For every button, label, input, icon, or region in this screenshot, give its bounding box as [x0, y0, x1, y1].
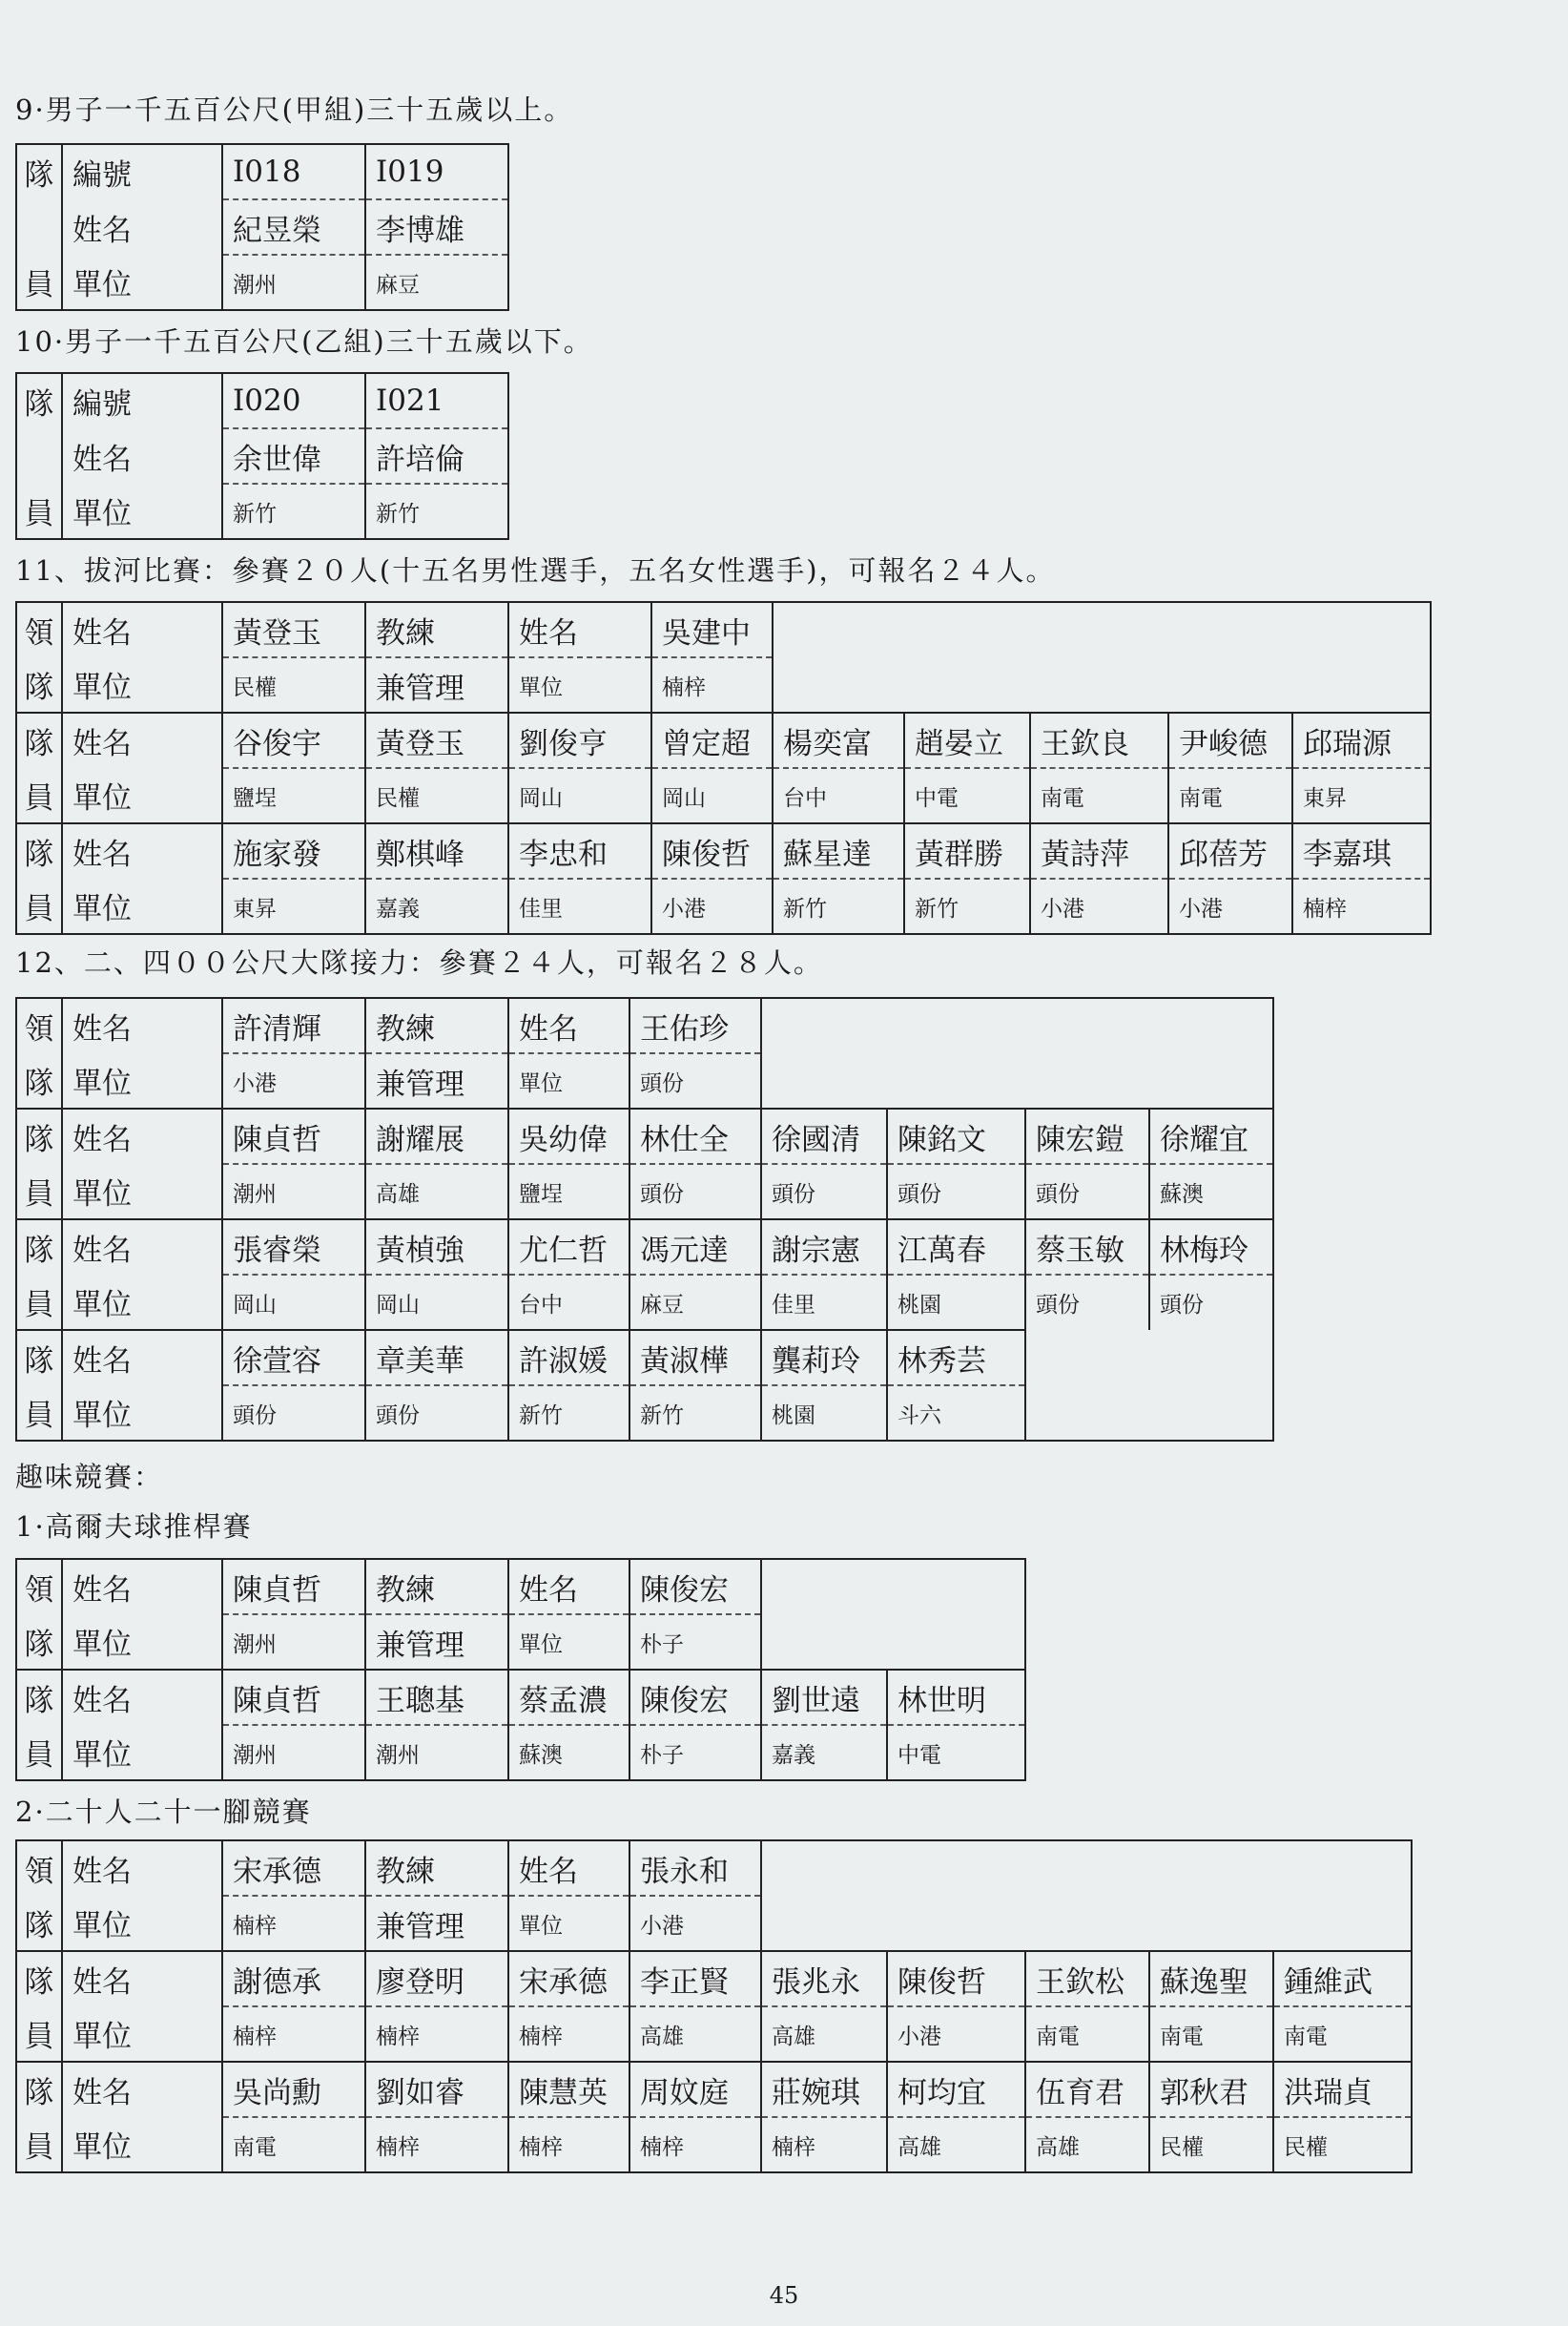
table-cell: 新竹: [904, 879, 1030, 934]
field-label-cell: 姓名: [62, 998, 222, 1053]
table-cell: 桃園: [887, 1275, 1025, 1330]
group-label-cell: 隊: [16, 1670, 62, 1725]
table-cell: 高雄: [629, 2006, 761, 2062]
table-row: [16, 602, 1431, 657]
table-cell: 楠梓: [508, 2117, 629, 2172]
table-cell: 岡山: [651, 768, 773, 823]
table-row: [16, 1951, 1412, 2006]
table-row: [16, 2006, 1412, 2062]
table-cell: 姓名: [508, 998, 629, 1053]
table-cell: 李忠和: [508, 823, 651, 879]
table-cell: 吳建中: [651, 602, 773, 657]
field-label-cell: 姓名: [62, 713, 222, 768]
table-row: [16, 1219, 1273, 1275]
table-cell: 廖登明: [365, 1951, 508, 2006]
table-cell: 徐國清: [761, 1109, 887, 1164]
table-cell: 兼管理: [365, 1053, 508, 1109]
group-label-cell: 員: [16, 2006, 62, 2062]
table-cell: 許淑媛: [508, 1330, 629, 1385]
section-title: 12、二、四００公尺大隊接力：參賽２４人，可報名２８人。: [15, 946, 823, 979]
table-cell: 潮州: [222, 1164, 365, 1219]
results-table: [15, 1558, 1026, 1781]
table-cell: 南電: [1149, 2006, 1273, 2062]
table-cell: 南電: [222, 2117, 365, 2172]
field-label-cell: 單位: [62, 1275, 222, 1330]
group-label-cell: 隊: [16, 823, 62, 879]
table-cell: 尹峻德: [1168, 713, 1292, 768]
table-cell: 麻豆: [629, 1275, 761, 1330]
table-cell: 頭份: [887, 1164, 1025, 1219]
table-cell: 章美華: [365, 1330, 508, 1385]
table-cell: 王欽松: [1025, 1951, 1149, 2006]
table-row: [16, 1109, 1273, 1164]
table-cell: 徐耀宜: [1149, 1109, 1273, 1164]
table-cell: 黃登玉: [365, 713, 508, 768]
field-label-cell: 姓名: [62, 199, 222, 255]
table-row: [16, 1275, 1273, 1330]
table-cell: 許清輝: [222, 998, 365, 1053]
table-cell: 頭份: [761, 1164, 887, 1219]
table-row: [16, 1559, 1025, 1614]
table-cell: 黃楨強: [365, 1219, 508, 1275]
field-label-cell: 單位: [62, 879, 222, 934]
table-cell: 兼管理: [365, 1614, 508, 1670]
table-row: [16, 1330, 1273, 1385]
table-row: [16, 1053, 1273, 1109]
table-cell: 姓名: [508, 1559, 629, 1614]
section-title: 11、拔河比賽：參賽２０人(十五名男性選手，五名女性選手)，可報名２４人。: [15, 554, 1056, 587]
table-cell: 徐萱容: [222, 1330, 365, 1385]
table-cell: 南電: [1168, 768, 1292, 823]
table-cell: 楠梓: [1292, 879, 1431, 934]
table-cell: 南電: [1030, 768, 1168, 823]
field-label-cell: 編號: [62, 144, 222, 199]
group-label-cell: 隊: [16, 1219, 62, 1275]
field-label-cell: 單位: [62, 768, 222, 823]
table-row: [16, 1164, 1273, 1219]
table-cell: 周妏庭: [629, 2062, 761, 2117]
table-cell: 林仕全: [629, 1109, 761, 1164]
field-label-cell: 姓名: [62, 1951, 222, 2006]
table-row: [16, 428, 508, 484]
table-cell: 尤仁哲: [508, 1219, 629, 1275]
table-cell: 邱蓓芳: [1168, 823, 1292, 879]
table-cell: 佳里: [508, 879, 651, 934]
table-cell: 楊奕富: [773, 713, 904, 768]
table-cell: 龔莉玲: [761, 1330, 887, 1385]
table-cell: 黃群勝: [904, 823, 1030, 879]
table-cell: 兼管理: [365, 657, 508, 713]
table-cell: 南電: [1025, 2006, 1149, 2062]
table-cell: 鹽埕: [508, 1164, 629, 1219]
table-cell: 教練: [365, 602, 508, 657]
table-row: [16, 1840, 1412, 1896]
table-cell: 頭份: [365, 1385, 508, 1441]
field-label-cell: 姓名: [62, 1670, 222, 1725]
group-label-cell: 隊: [16, 657, 62, 713]
table-cell: 曾定超: [651, 713, 773, 768]
table-cell: 民權: [1149, 2117, 1273, 2172]
field-label-cell: 單位: [62, 2006, 222, 2062]
table-cell: 林秀芸: [887, 1330, 1025, 1385]
table-cell: 黃淑樺: [629, 1330, 761, 1385]
field-label-cell: 單位: [62, 1725, 222, 1780]
table-cell: 頭份: [629, 1164, 761, 1219]
section-title: 9·男子一千五百公尺(甲組)三十五歲以上。: [15, 93, 574, 126]
table-cell: 頭份: [222, 1385, 365, 1441]
table-cell: 谷俊宇: [222, 713, 365, 768]
section-title: 10·男子一千五百公尺(乙組)三十五歲以下。: [15, 325, 593, 358]
field-label-cell: 單位: [62, 1164, 222, 1219]
field-label-cell: 姓名: [62, 428, 222, 484]
table-cell: 李嘉琪: [1292, 823, 1431, 879]
group-label-cell: 員: [16, 1275, 62, 1330]
table-cell: 楠梓: [629, 2117, 761, 2172]
field-label-cell: 單位: [62, 1053, 222, 1109]
table-row: [16, 1725, 1025, 1780]
table-cell: 趙晏立: [904, 713, 1030, 768]
table-cell: 江萬春: [887, 1219, 1025, 1275]
table-row: [16, 255, 508, 310]
table-cell: 東昇: [1292, 768, 1431, 823]
group-label-cell: 員: [16, 2117, 62, 2172]
table-cell: 柯均宜: [887, 2062, 1025, 2117]
table-cell: 潮州: [222, 1725, 365, 1780]
table-cell: 教練: [365, 1840, 508, 1896]
table-cell: 楠梓: [651, 657, 773, 713]
table-cell: 陳俊宏: [629, 1559, 761, 1614]
table-cell: I018: [222, 144, 365, 199]
group-label-cell: 隊: [16, 1951, 62, 2006]
field-label-cell: 姓名: [62, 1109, 222, 1164]
table-cell: 蘇星達: [773, 823, 904, 879]
table-cell: 岡山: [222, 1275, 365, 1330]
table-cell: I021: [365, 373, 508, 428]
table-cell: 教練: [365, 998, 508, 1053]
results-table: [15, 601, 1432, 935]
table-cell: 劉世遠: [761, 1670, 887, 1725]
field-label-cell: 單位: [62, 2117, 222, 2172]
field-label-cell: 姓名: [62, 1330, 222, 1385]
table-cell: 張兆永: [761, 1951, 887, 2006]
group-label-cell: 員: [16, 1725, 62, 1780]
group-label-cell: 員: [16, 879, 62, 934]
group-label-cell: 隊: [16, 373, 62, 428]
table-cell: 小港: [1030, 879, 1168, 934]
field-label-cell: 姓名: [62, 2062, 222, 2117]
results-table: [15, 143, 509, 311]
field-label-cell: 姓名: [62, 1559, 222, 1614]
table-cell: 嘉義: [365, 879, 508, 934]
section-title: 2·二十人二十一腳競賽: [15, 1796, 312, 1828]
table-cell: 蘇逸聖: [1149, 1951, 1273, 2006]
table-cell: 單位: [508, 1896, 629, 1951]
table-cell: 新竹: [773, 879, 904, 934]
table-row: [16, 879, 1431, 934]
table-cell: 高雄: [761, 2006, 887, 2062]
table-cell: 陳宏鎧: [1025, 1109, 1149, 1164]
table-cell: I020: [222, 373, 365, 428]
group-label-cell: 員: [16, 1164, 62, 1219]
table-cell: 東昇: [222, 879, 365, 934]
table-cell: 單位: [508, 657, 651, 713]
table-row: [16, 1670, 1025, 1725]
table-cell: 李博雄: [365, 199, 508, 255]
table-cell: 王欽良: [1030, 713, 1168, 768]
table-row: [16, 484, 508, 539]
table-cell: 張永和: [629, 1840, 761, 1896]
table-cell: 小港: [651, 879, 773, 934]
table-cell: 新竹: [629, 1385, 761, 1441]
group-label-cell: 隊: [16, 2062, 62, 2117]
results-table: [15, 1839, 1413, 2173]
table-cell: 蔡玉敏: [1025, 1219, 1149, 1275]
table-cell: 姓名: [508, 1840, 629, 1896]
table-cell: 中電: [887, 1725, 1025, 1780]
table-cell: 台中: [508, 1275, 629, 1330]
table-row: [16, 823, 1431, 879]
table-cell: 單位: [508, 1614, 629, 1670]
table-cell: 楠梓: [508, 2006, 629, 2062]
table-cell: 姓名: [508, 602, 651, 657]
group-label-cell: [16, 199, 62, 255]
table-cell: 嘉義: [761, 1725, 887, 1780]
field-label-cell: 姓名: [62, 1219, 222, 1275]
table-cell: 陳慧英: [508, 2062, 629, 2117]
table-cell: 林世明: [887, 1670, 1025, 1725]
table-cell: 高雄: [365, 1164, 508, 1219]
table-cell: 楠梓: [365, 2117, 508, 2172]
group-label-cell: 隊: [16, 1109, 62, 1164]
table-row: [16, 1385, 1273, 1441]
table-cell: 楠梓: [222, 2006, 365, 2062]
table-cell: 宋承德: [508, 1951, 629, 2006]
table-cell: 小港: [629, 1896, 761, 1951]
table-cell: 岡山: [365, 1275, 508, 1330]
table-cell: 王聰基: [365, 1670, 508, 1725]
table-cell: 南電: [1273, 2006, 1412, 2062]
table-cell: 宋承德: [222, 1840, 365, 1896]
table-cell: 許培倫: [365, 428, 508, 484]
results-table: [15, 372, 509, 540]
table-cell: 黃詩萍: [1030, 823, 1168, 879]
table-cell: 楠梓: [365, 2006, 508, 2062]
table-cell: 岡山: [508, 768, 651, 823]
group-label-cell: 員: [16, 1385, 62, 1441]
table-cell: 台中: [773, 768, 904, 823]
table-row: [16, 2117, 1412, 2172]
table-cell: 蔡孟濃: [508, 1670, 629, 1725]
table-row: [16, 1614, 1025, 1670]
table-cell: I019: [365, 144, 508, 199]
table-cell: 頭份: [1149, 1275, 1273, 1330]
table-row: [16, 199, 508, 255]
table-cell: 紀昱榮: [222, 199, 365, 255]
table-cell: 教練: [365, 1559, 508, 1614]
table-cell: 余世偉: [222, 428, 365, 484]
table-row: [16, 1896, 1412, 1951]
page-number: 45: [769, 2282, 799, 2309]
table-cell: 小港: [887, 2006, 1025, 2062]
group-label-cell: 領: [16, 1840, 62, 1896]
table-cell: 斗六: [887, 1385, 1025, 1441]
group-label-cell: 隊: [16, 1896, 62, 1951]
table-cell: 劉俊亨: [508, 713, 651, 768]
group-label-cell: [16, 428, 62, 484]
table-cell: 小港: [222, 1053, 365, 1109]
field-label-cell: 單位: [62, 255, 222, 310]
group-label-cell: 隊: [16, 713, 62, 768]
table-cell: 頭份: [629, 1053, 761, 1109]
table-cell: 陳俊宏: [629, 1670, 761, 1725]
table-cell: 吳幼偉: [508, 1109, 629, 1164]
table-cell: 新竹: [508, 1385, 629, 1441]
table-cell: 陳貞哲: [222, 1670, 365, 1725]
table-cell: 鍾維武: [1273, 1951, 1412, 2006]
table-cell: 馮元達: [629, 1219, 761, 1275]
field-label-cell: 姓名: [62, 1840, 222, 1896]
field-label-cell: 單位: [62, 1896, 222, 1951]
table-cell: 高雄: [1025, 2117, 1149, 2172]
group-label-cell: 領: [16, 602, 62, 657]
table-row: [16, 373, 508, 428]
table-cell: 佳里: [761, 1275, 887, 1330]
table-cell: 洪瑞貞: [1273, 2062, 1412, 2117]
table-cell: 郭秋君: [1149, 2062, 1273, 2117]
group-label-cell: 領: [16, 1559, 62, 1614]
group-label-cell: 員: [16, 768, 62, 823]
table-cell: 新竹: [222, 484, 365, 539]
table-cell: 李正賢: [629, 1951, 761, 2006]
table-cell: 中電: [904, 768, 1030, 823]
table-cell: 陳銘文: [887, 1109, 1025, 1164]
table-cell: 陳俊哲: [887, 1951, 1025, 2006]
table-cell: 邱瑞源: [1292, 713, 1431, 768]
table-cell: 張睿榮: [222, 1219, 365, 1275]
table-cell: 謝耀展: [365, 1109, 508, 1164]
table-cell: 莊婉琪: [761, 2062, 887, 2117]
field-label-cell: 編號: [62, 373, 222, 428]
table-cell: 單位: [508, 1053, 629, 1109]
table-cell: 黃登玉: [222, 602, 365, 657]
group-label-cell: 領: [16, 998, 62, 1053]
group-label-cell: 隊: [16, 1053, 62, 1109]
table-cell: 楠梓: [222, 1896, 365, 1951]
group-label-cell: 員: [16, 484, 62, 539]
table-cell: 伍育君: [1025, 2062, 1149, 2117]
table-cell: 高雄: [887, 2117, 1025, 2172]
table-cell: 吳尚勳: [222, 2062, 365, 2117]
table-row: [16, 144, 508, 199]
table-cell: 鹽埕: [222, 768, 365, 823]
section-title: 趣味競賽：: [15, 1461, 164, 1493]
table-cell: 陳貞哲: [222, 1109, 365, 1164]
table-cell: 頭份: [1025, 1164, 1149, 1219]
table-cell: 民權: [222, 657, 365, 713]
group-label-cell: 隊: [16, 144, 62, 199]
table-cell: 潮州: [222, 255, 365, 310]
table-row: [16, 998, 1273, 1053]
field-label-cell: 單位: [62, 1385, 222, 1441]
table-cell: 楠梓: [761, 2117, 887, 2172]
field-label-cell: 姓名: [62, 823, 222, 879]
field-label-cell: 單位: [62, 1614, 222, 1670]
table-cell: 朴子: [629, 1725, 761, 1780]
table-cell: 桃園: [761, 1385, 887, 1441]
table-cell: 新竹: [365, 484, 508, 539]
table-cell: 頭份: [1025, 1275, 1149, 1330]
table-row: [16, 713, 1431, 768]
field-label-cell: 單位: [62, 657, 222, 713]
table-row: [16, 657, 1431, 713]
field-label-cell: 姓名: [62, 602, 222, 657]
table-cell: 王佑珍: [629, 998, 761, 1053]
table-cell: 麻豆: [365, 255, 508, 310]
section-title: 1·高爾夫球推桿賽: [15, 1510, 253, 1543]
table-cell: 劉如睿: [365, 2062, 508, 2117]
group-label-cell: 隊: [16, 1614, 62, 1670]
table-cell: 謝德承: [222, 1951, 365, 2006]
table-cell: 陳貞哲: [222, 1559, 365, 1614]
table-cell: 陳俊哲: [651, 823, 773, 879]
results-table: [15, 997, 1274, 1442]
group-label-cell: 員: [16, 255, 62, 310]
table-cell: 兼管理: [365, 1896, 508, 1951]
table-cell: 鄭棋峰: [365, 823, 508, 879]
table-cell: 民權: [1273, 2117, 1412, 2172]
group-label-cell: 隊: [16, 1330, 62, 1385]
table-cell: 潮州: [222, 1614, 365, 1670]
table-row: [16, 2062, 1412, 2117]
table-row: [16, 768, 1431, 823]
table-cell: 小港: [1168, 879, 1292, 934]
table-cell: 林梅玲: [1149, 1219, 1273, 1275]
table-cell: 蘇澳: [508, 1725, 629, 1780]
table-cell: 謝宗憲: [761, 1219, 887, 1275]
table-cell: 民權: [365, 768, 508, 823]
table-cell: 潮州: [365, 1725, 508, 1780]
table-cell: 蘇澳: [1149, 1164, 1273, 1219]
table-cell: 朴子: [629, 1614, 761, 1670]
field-label-cell: 單位: [62, 484, 222, 539]
table-cell: 施家發: [222, 823, 365, 879]
